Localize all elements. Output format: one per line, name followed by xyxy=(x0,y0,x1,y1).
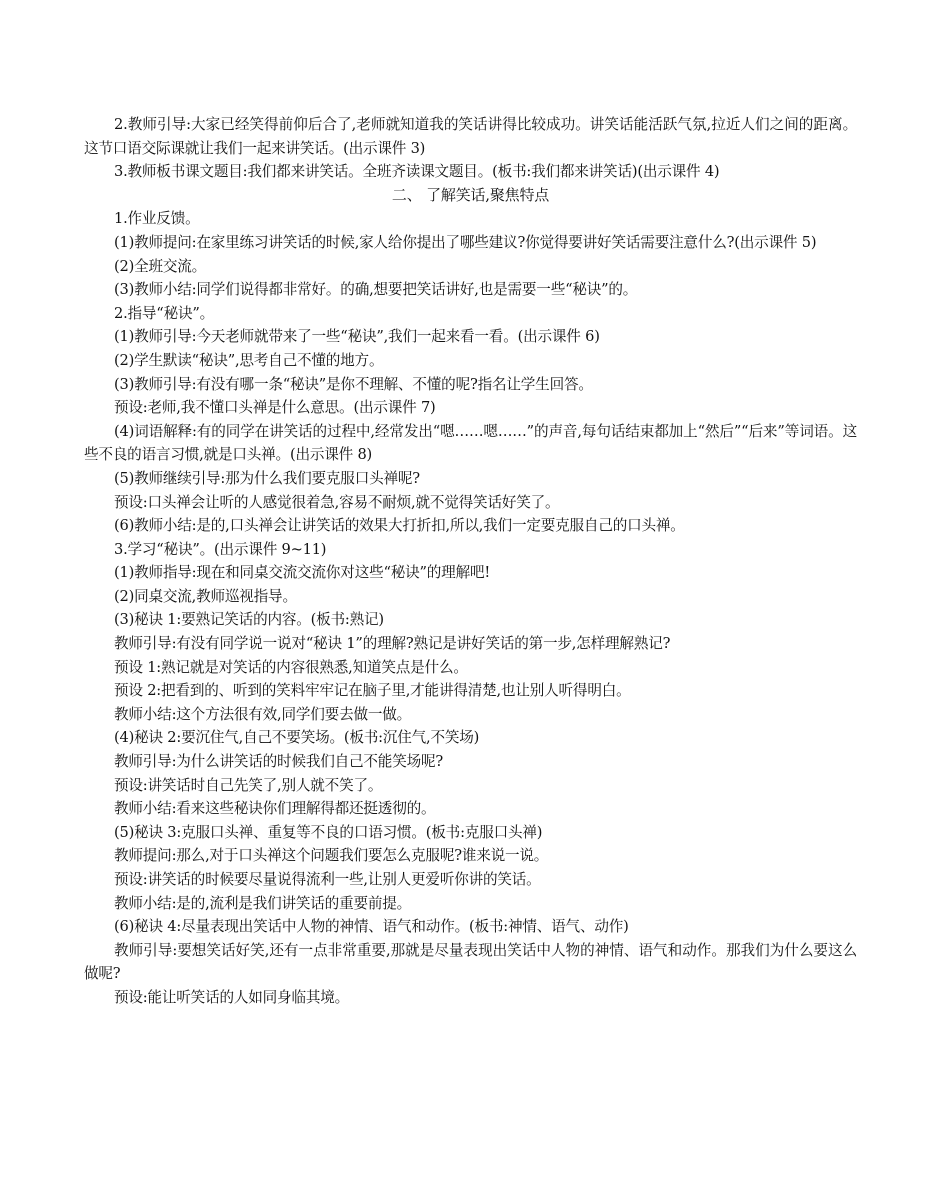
paragraph: (5)教师继续引导:那为什么我们要克服口头禅呢? xyxy=(114,469,420,487)
paragraph: 预设 2:把看到的、听到的笑料牢牢记在脑子里,才能讲得清楚,也让别人听得明白。 xyxy=(114,682,631,700)
paragraph: 教师提问:那么,对于口头禅这个问题我们要怎么克服呢?谁来说一说。 xyxy=(114,847,549,865)
paragraph: 教师引导:有没有同学说一说对“秘诀 1”的理解?熟记是讲好笑话的第一步,怎样理解熟记? xyxy=(114,635,671,653)
paragraph: (6)教师小结:是的,口头禅会让讲笑话的效果大打折扣,所以,我们一定要克服自己的口头禅。 xyxy=(114,517,685,535)
paragraph: 预设:老师,我不懂口头禅是什么意思。(出示课件 7) xyxy=(114,399,436,417)
paragraph: 2.教师引导:大家已经笑得前仰后合了,老师就知道我的笑话讲得比较成功。讲笑话能活跃气氛,拉近人们之间的距离。这节口语交际课就让我们一起来讲笑话。(出示课件 3) xyxy=(84,116,857,157)
paragraph: (4)词语解释:有的同学在讲笑话的过程中,经常发出“嗯……嗯……”的声音,每句话结束都加上“然后”“后来”等词语。这些不良的语言习惯,就是口头禅。(出示课件 8) xyxy=(84,422,857,464)
paragraph: (4)秘诀 2:要沉住气,自己不要笑场。(板书:沉住气,不笑场) xyxy=(114,729,480,747)
paragraph: 1.作业反馈。 xyxy=(114,210,200,228)
paragraph: 教师小结:这个方法很有效,同学们要去做一做。 xyxy=(114,705,412,723)
paragraph: (2)学生默读“秘诀”,思考自己不懂的地方。 xyxy=(114,351,384,369)
paragraph: 预设:口头禅会让听的人感觉很着急,容易不耐烦,就不觉得笑话好笑了。 xyxy=(114,493,560,511)
paragraph: 教师小结:是的,流利是我们讲笑话的重要前提。 xyxy=(114,894,412,912)
paragraph: 预设:讲笑话时自己先笑了,别人就不笑了。 xyxy=(114,776,383,794)
paragraph: (1)教师提问:在家里练习讲笑话的时候,家人给你提出了哪些建议?你觉得要讲好笑话需要注意什么?(出示课件 5) xyxy=(114,233,817,251)
paragraph: 预设 1:熟记就是对笑话的内容很熟悉,知道笑点是什么。 xyxy=(114,658,468,676)
paragraph: (3)教师小结:同学们说得都非常好。的确,想要把笑话讲好,也是需要一些“秘诀”的。 xyxy=(114,281,638,299)
paragraph: 3.学习“秘诀”。(出示课件 9~11) xyxy=(114,540,327,558)
paragraph: (2)同桌交流,教师巡视指导。 xyxy=(114,587,297,605)
paragraph: (3)教师引导:有没有哪一条“秘诀”是你不理解、不懂的呢?指名让学生回答。 xyxy=(114,375,593,393)
paragraph: 2.指导“秘诀”。 xyxy=(114,304,215,322)
paragraph: (2)全班交流。 xyxy=(114,257,207,275)
paragraph: 预设:能让听笑话的人如同身临其境。 xyxy=(114,988,350,1006)
paragraph: 教师引导:要想笑话好笑,还有一点非常重要,那就是尽量表现出笑话中人物的神情、语气和动作。那我们为什么要这么做呢? xyxy=(84,941,857,983)
paragraph: (1)教师引导:今天老师就带来了一些“秘诀”,我们一起来看一看。(出示课件 6) xyxy=(114,328,600,346)
document-page xyxy=(84,113,857,1010)
paragraph: 教师引导:为什么讲笑话的时候我们自己不能笑场呢? xyxy=(114,753,444,771)
paragraph: 3.教师板书课文题目:我们都来讲笑话。全班齐读课文题目。(板书:我们都来讲笑话)(出示课件 4) xyxy=(114,163,720,181)
section-heading: 二、 了解笑话,聚焦特点 xyxy=(391,185,550,204)
paragraph: (3)秘诀 1:要熟记笑话的内容。(板书:熟记) xyxy=(114,611,384,629)
paragraph: 预设:讲笑话的时候要尽量说得流利一些,让别人更爱听你讲的笑话。 xyxy=(114,871,541,888)
paragraph: 教师小结:看来这些秘诀你们理解得都还挺透彻的。 xyxy=(114,800,436,818)
paragraph: (6)秘诀 4:尽量表现出笑话中人物的神情、语气和动作。(板书:神情、语气、动作) xyxy=(114,918,629,936)
paragraph: (5)秘诀 3:克服口头禅、重复等不良的口语习惯。(板书:克服口头禅) xyxy=(114,823,543,841)
paragraph: (1)教师指导:现在和同桌交流交流你对这些“秘诀”的理解吧! xyxy=(114,564,491,582)
